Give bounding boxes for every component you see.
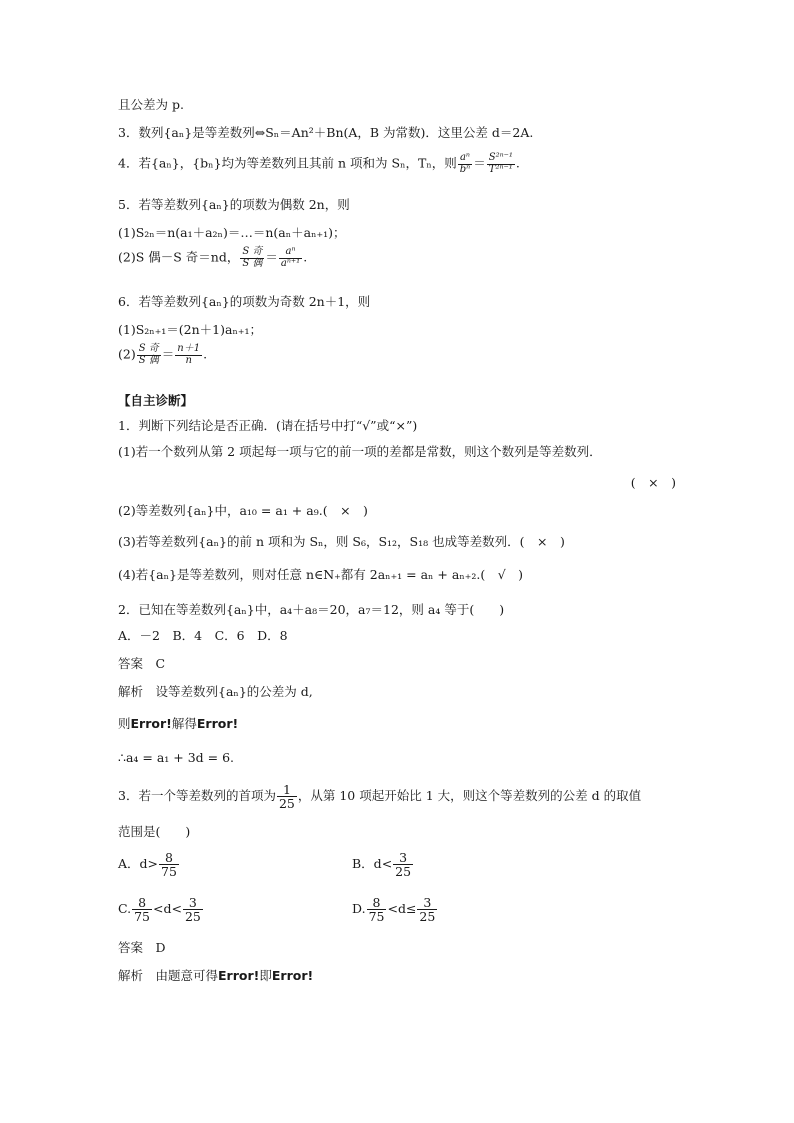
fraction: $\frac{8}{75}$ xyxy=(161,850,177,880)
solution: 解析 设等差数列{aₙ}的公差为 d, xyxy=(118,684,313,699)
text-line-formula: (2) $\frac{\text{S 奇}}{\text{S 偶}}$ ＝ $\frac{n+1}{n}$ . xyxy=(118,343,208,366)
question: 范围是( ) xyxy=(118,824,191,839)
question-item: (1)若一个数列从第 2 项起每一项与它的前一项的差都是常数，则这个数列是等差数列． xyxy=(118,444,602,459)
answer-mark: ( × ) xyxy=(630,475,676,490)
question-item: (4)若{aₙ}是等差数列，则对任意 n∈N₊都有 2aₙ₊₁ = aₙ + aₙ₊₂.( √ ) xyxy=(118,567,524,582)
fraction: $\frac{\text{S²ⁿ⁻¹}}{\text{T²ⁿ⁻¹}}$ xyxy=(488,152,513,175)
solution: 解析 由题意可得Error!即Error! xyxy=(118,968,314,983)
question-item: (2)等差数列{aₙ}中，a₁₀ = a₁ + a₉.( × ) xyxy=(118,503,368,518)
error-text: Error! xyxy=(271,968,314,983)
fraction: $\frac{\text{S 奇}}{\text{S 偶}}$ xyxy=(138,343,159,366)
text-line-formula: 4．若{aₙ}，{bₙ}均为等差数列且其前 n 项和为 Sₙ，Tₙ，则 $\frac{\text{aⁿ}}{\text{bⁿ}}$ ＝ $\frac{\text{S²ⁿ⁻¹}}{\text{T²ⁿ⁻¹}}$ . xyxy=(118,152,520,175)
options: A．－2 B．4 C．6 D．8 xyxy=(118,628,288,643)
text-line-formula: (2)S 偶－S 奇＝nd， $\frac{\text{S 奇}}{\text{S 偶}}$ ＝ $\frac{\text{aⁿ}}{\text{aⁿ⁺¹}}$ . xyxy=(118,246,308,269)
text-line: 5．若等差数列{aₙ}的项数为偶数 2n，则 xyxy=(118,197,350,212)
solution: 则Error!解得Error! xyxy=(118,716,239,731)
text-line: 3．数列{aₙ}是等差数列⇔Sₙ＝An²＋Bn(A，B 为常数)．这里公差 d＝2A. xyxy=(118,125,534,140)
option-c: C. $\frac{8}{75}$ <d< $\frac{3}{25}$ xyxy=(118,895,201,925)
text-line: (1)S₂ₙ₊₁＝(2n＋1)aₙ₊₁； xyxy=(118,322,262,337)
text-line: 且公差为 p. xyxy=(118,97,184,112)
section-heading: 【自主诊断】 xyxy=(118,393,194,408)
option-d: D. $\frac{8}{75}$ <d≤ $\frac{3}{25}$ xyxy=(352,895,436,925)
error-text: Error! xyxy=(218,968,260,983)
fraction: $\frac{\text{aⁿ}}{\text{aⁿ⁺¹}}$ xyxy=(280,246,301,269)
fraction: $\frac{8}{75}$ xyxy=(368,895,385,925)
solution: ∴a₄ = a₁ + 3d = 6. xyxy=(118,750,235,765)
answer: 答案 D xyxy=(118,940,166,955)
fraction: $\frac{3}{25}$ xyxy=(419,895,436,925)
text-line: 6．若等差数列{aₙ}的项数为奇数 2n＋1，则 xyxy=(118,294,371,309)
question: 3．若一个等差数列的首项为 $\frac{1}{25}$ ，从第 10 项起开始比 1 大，则这个等差数列的公差 d 的取值 xyxy=(118,782,642,812)
text-line: (1)S₂ₙ＝n(a₁＋a₂ₙ)＝…＝n(aₙ＋aₙ₊₁)； xyxy=(118,225,346,240)
fraction: $\frac{3}{25}$ xyxy=(184,895,201,925)
fraction: $\frac{\text{S 奇}}{\text{S 偶}}$ xyxy=(242,246,263,269)
text: 4．若{aₙ}，{bₙ}均为等差数列且其前 n 项和为 Sₙ，Tₙ，则 xyxy=(118,155,457,171)
answer: 答案 C xyxy=(118,656,166,671)
question: 1．判断下列结论是否正确．(请在括号中打“√”或“×”) xyxy=(118,418,418,433)
fraction: $\frac{\text{aⁿ}}{\text{bⁿ}}$ xyxy=(459,152,471,175)
fraction: $\frac{3}{25}$ xyxy=(395,850,412,880)
fraction: $\frac{1}{25}$ xyxy=(278,782,295,812)
fraction: $\frac{n+1}{n}$ xyxy=(177,343,201,366)
option-a: A．d> $\frac{8}{75}$ xyxy=(118,850,177,880)
question-item: (3)若等差数列{aₙ}的前 n 项和为 Sₙ，则 S₆，S₁₂，S₁₈ 也成等差数列．( × ) xyxy=(118,534,565,549)
question: 2．已知在等差数列{aₙ}中，a₄＋a₈＝20，a₇＝12，则 a₄ 等于( ) xyxy=(118,602,505,617)
fraction: $\frac{8}{75}$ xyxy=(134,895,150,925)
error-text: Error! xyxy=(130,716,172,731)
option-b: B．d< $\frac{3}{25}$ xyxy=(352,850,412,880)
error-text: Error! xyxy=(196,716,239,731)
